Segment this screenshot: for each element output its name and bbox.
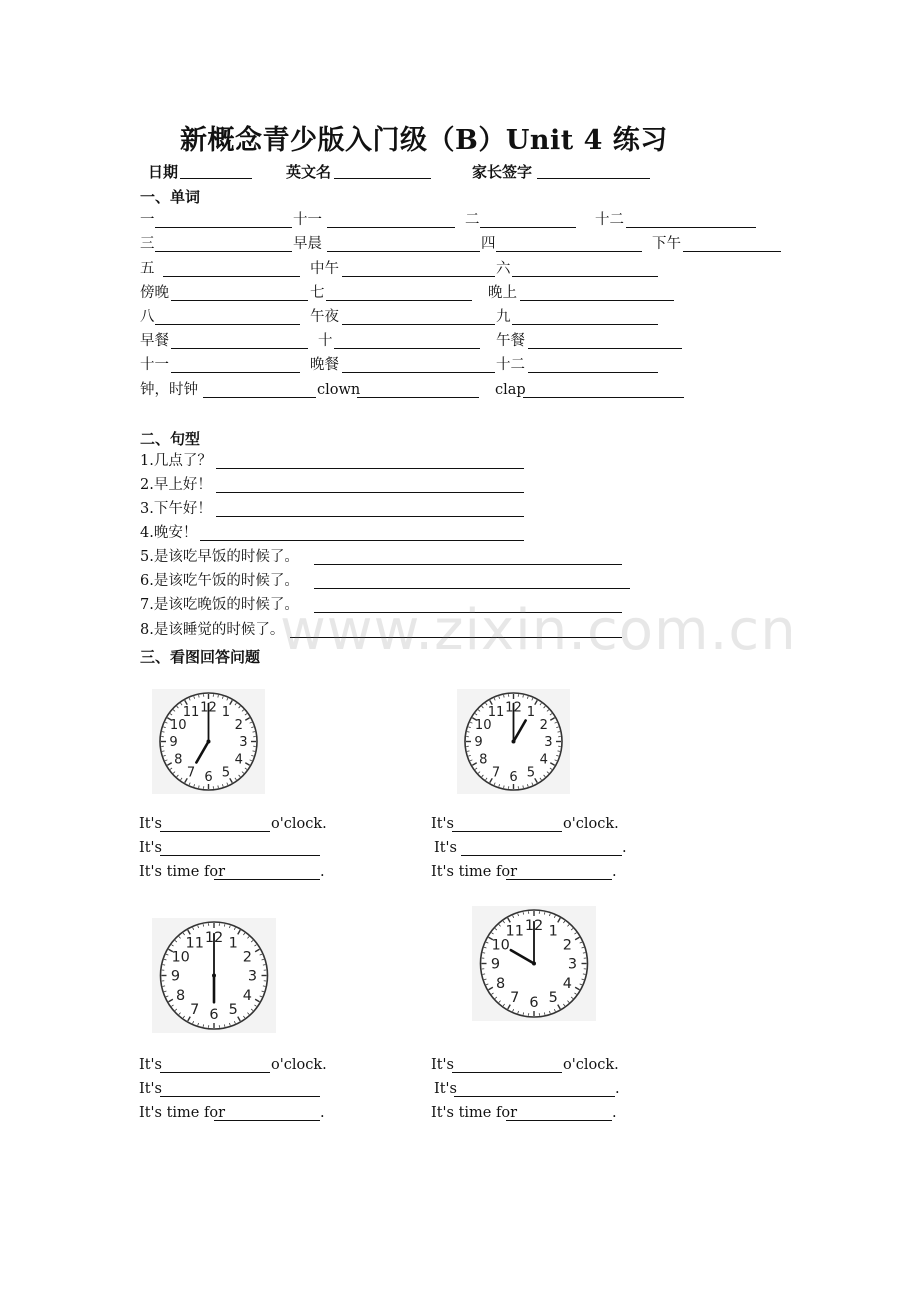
clock-number: 11: [487, 704, 505, 720]
answer-blank[interactable]: [506, 879, 612, 880]
answer-blank[interactable]: [452, 831, 562, 832]
vocab-word: 午夜: [310, 309, 339, 325]
vocab-blank[interactable]: [528, 348, 682, 349]
its-label: It's: [431, 1057, 454, 1073]
vocab-blank[interactable]: [683, 251, 781, 252]
vocab-word: 钟，时钟: [140, 382, 198, 398]
answer-blank[interactable]: [214, 879, 320, 880]
vocab-word: 七: [310, 285, 325, 301]
clock-tick: [523, 1012, 524, 1014]
sentence-prompt: 2.早上好！: [140, 477, 212, 493]
vocab-word: 四: [481, 236, 496, 252]
vocab-blank[interactable]: [342, 324, 495, 325]
clock-number: 9: [169, 735, 178, 751]
its-label: It's: [434, 840, 457, 856]
answer-blank[interactable]: [461, 855, 622, 856]
vocab-blank[interactable]: [512, 324, 658, 325]
sentence-blank[interactable]: [216, 516, 524, 517]
clock-number: 5: [526, 765, 536, 781]
clock-face: [457, 689, 570, 794]
clock-tick: [163, 965, 165, 966]
vocab-word: 十一: [293, 212, 322, 228]
section-picture-heading: 三、看图回答问题: [140, 648, 261, 666]
vocab-word: 八: [140, 309, 155, 325]
clock-number: 3: [239, 735, 248, 751]
clock-number: 11: [185, 935, 204, 952]
clock-tick: [224, 924, 225, 926]
sentence-blank[interactable]: [216, 492, 524, 493]
clock-center: [512, 740, 516, 744]
clock-tick: [544, 912, 545, 914]
clock-image: [472, 906, 596, 1021]
period: .: [622, 840, 627, 856]
answer-blank[interactable]: [160, 831, 270, 832]
clock-number: 7: [190, 1002, 200, 1019]
clock-number: 5: [221, 765, 231, 781]
clock-number: 2: [539, 717, 548, 733]
clock-number: 9: [170, 968, 181, 985]
sentence-prompt: 6.是该吃午饭的时候了。: [140, 573, 299, 589]
clock-tick: [253, 732, 255, 733]
vocab-blank[interactable]: [626, 227, 756, 228]
vocab-blank[interactable]: [327, 251, 480, 252]
vocab-blank[interactable]: [480, 227, 576, 228]
answer-blank[interactable]: [160, 855, 320, 856]
parent-sign-label: 家长签字: [472, 163, 533, 181]
parent-sign-field[interactable]: [537, 178, 650, 179]
clock-tick: [162, 751, 164, 752]
its-label: It's: [139, 840, 162, 856]
clock-number: 8: [479, 752, 488, 768]
clock-number: 9: [474, 735, 483, 751]
clock-number: 8: [174, 752, 183, 768]
oclock-label: o'clock.: [271, 816, 327, 832]
clock-number: 1: [228, 935, 238, 952]
vocab-blank[interactable]: [171, 300, 308, 301]
its-label: It's: [139, 1057, 162, 1073]
clock-number: 4: [234, 752, 243, 768]
clock-tick: [467, 751, 469, 752]
vocab-word: 中午: [310, 261, 339, 277]
clock-number: 2: [234, 717, 243, 733]
vocab-blank[interactable]: [342, 276, 495, 277]
clock-face: [152, 689, 265, 794]
clock-tick: [163, 986, 165, 987]
vocab-word: 十: [318, 333, 333, 349]
vocab-word: 早餐: [140, 333, 169, 349]
clock-number: 1: [221, 704, 231, 720]
clock-tick: [583, 953, 585, 954]
vocab-blank[interactable]: [155, 227, 292, 228]
vocab-blank[interactable]: [512, 276, 658, 277]
clock-number: 5: [548, 990, 558, 1007]
oclock-label: o'clock.: [563, 816, 619, 832]
clock-number: 8: [496, 975, 506, 992]
clock-tick: [523, 786, 524, 788]
time-for-label: It's time for: [139, 1105, 226, 1121]
oclock-label: o'clock.: [271, 1057, 327, 1073]
section-sentence-heading: 二、句型: [140, 430, 201, 448]
vocab-blank[interactable]: [327, 227, 455, 228]
its-label: It's: [431, 816, 454, 832]
vocab-blank[interactable]: [326, 300, 472, 301]
sentence-blank[interactable]: [314, 564, 622, 565]
clock-number: 10: [474, 717, 492, 733]
clock-center: [532, 962, 536, 966]
vocab-word: 午餐: [496, 333, 525, 349]
period: .: [612, 1105, 617, 1121]
clock-image: [152, 918, 276, 1033]
clock-tick: [218, 695, 219, 697]
clock-number: 1: [526, 704, 536, 720]
time-for-label: It's time for: [431, 1105, 518, 1121]
sentence-prompt: 4.晚安！: [140, 525, 198, 541]
clock-tick: [483, 953, 485, 954]
clock-tick: [558, 732, 560, 733]
clock-tick: [558, 751, 560, 752]
vocab-word: 九: [496, 309, 511, 325]
clock-tick: [544, 1012, 545, 1014]
clock-number: 7: [186, 765, 196, 781]
clock-number: 12: [204, 930, 224, 947]
date-label: 日期: [148, 163, 179, 181]
clock-face: [472, 906, 596, 1021]
sentence-blank[interactable]: [314, 588, 630, 589]
clock-number: 3: [544, 735, 553, 751]
period: .: [320, 864, 325, 880]
vocab-blank[interactable]: [334, 348, 480, 349]
clock-tick: [224, 1024, 225, 1026]
vocab-word: 二: [465, 212, 480, 228]
vocab-word: 晚上: [488, 285, 517, 301]
clock-tick: [263, 965, 265, 966]
sentence-prompt: 1.几点了？: [140, 453, 212, 469]
answer-blank[interactable]: [160, 1096, 320, 1097]
vocab-word: 六: [496, 261, 511, 277]
clock-tick: [504, 695, 505, 697]
clock-tick: [263, 986, 265, 987]
english-name-field[interactable]: [334, 178, 431, 179]
clock-number: 12: [524, 918, 544, 935]
answer-blank[interactable]: [214, 1120, 320, 1121]
vocab-blank[interactable]: [523, 397, 684, 398]
vocab-blank[interactable]: [171, 348, 308, 349]
clock-number: 4: [539, 752, 548, 768]
clock-number: 3: [567, 956, 578, 973]
vocab-blank[interactable]: [155, 324, 300, 325]
clock-number: 4: [242, 987, 252, 1004]
page-title: 新概念青少版入门级（B）Unit 4 练习: [180, 125, 668, 156]
clock-tick: [199, 786, 200, 788]
vocab-word: 傍晚: [140, 285, 169, 301]
vocab-blank[interactable]: [163, 276, 300, 277]
sentence-prompt: 5.是该吃早饭的时候了。: [140, 549, 299, 565]
clock-tick: [162, 732, 164, 733]
its-label: It's: [434, 1081, 457, 1097]
clock-number: 2: [242, 949, 252, 966]
its-label: It's: [139, 816, 162, 832]
time-for-label: It's time for: [431, 864, 518, 880]
watermark: www.zixin.com.cn: [280, 598, 797, 663]
clock-number: 6: [209, 1007, 219, 1024]
clock-tick: [583, 974, 585, 975]
clock-number: 11: [182, 704, 200, 720]
vocab-blank[interactable]: [203, 397, 316, 398]
clock-tick: [504, 786, 505, 788]
answer-blank[interactable]: [454, 1096, 615, 1097]
vocab-word: 十二: [595, 212, 624, 228]
clock-number: 10: [171, 949, 190, 966]
clock-tick: [203, 924, 204, 926]
vocab-word: 晚餐: [310, 357, 339, 373]
date-field[interactable]: [180, 178, 252, 179]
clock-number: 7: [491, 765, 501, 781]
clock-number: 9: [490, 956, 501, 973]
answer-blank[interactable]: [506, 1120, 612, 1121]
english-name-label: 英文名: [286, 163, 332, 181]
clock-number: 4: [562, 975, 572, 992]
vocab-blank[interactable]: [155, 251, 292, 252]
sentence-prompt: 7.是该吃晚饭的时候了。: [140, 597, 299, 613]
vocab-word: clown: [317, 382, 361, 398]
clock-number: 7: [510, 990, 520, 1007]
clock-number: 8: [176, 987, 186, 1004]
clock-center: [212, 974, 216, 978]
clock-number: 5: [228, 1002, 238, 1019]
clock-number: 6: [529, 995, 539, 1012]
time-for-label: It's time for: [139, 864, 226, 880]
its-label: It's: [139, 1081, 162, 1097]
clock-number: 12: [200, 700, 217, 716]
vocab-blank[interactable]: [342, 372, 495, 373]
vocab-word: 三: [140, 236, 155, 252]
clock-number: 1: [548, 923, 558, 940]
vocab-blank[interactable]: [528, 372, 658, 373]
clock-number: 2: [562, 937, 572, 954]
vocab-word: clap: [495, 382, 526, 398]
clock-center: [207, 740, 211, 744]
clock-tick: [203, 1024, 204, 1026]
clock-number: 3: [247, 968, 258, 985]
clock-tick: [218, 786, 219, 788]
vocab-blank[interactable]: [171, 372, 300, 373]
vocab-word: 下午: [652, 236, 681, 252]
clock-number: 11: [505, 923, 524, 940]
clock-face: [152, 918, 276, 1033]
clock-tick: [467, 732, 469, 733]
vocab-blank[interactable]: [357, 397, 479, 398]
period: .: [320, 1105, 325, 1121]
sentence-prompt: 8.是该睡觉的时候了。: [140, 622, 285, 638]
period: .: [615, 1081, 620, 1097]
clock-tick: [483, 974, 485, 975]
clock-image: [457, 689, 570, 794]
vocab-word: 早晨: [293, 236, 322, 252]
vocab-blank[interactable]: [496, 251, 642, 252]
vocab-blank[interactable]: [520, 300, 674, 301]
clock-tick: [523, 912, 524, 914]
vocab-word: 一: [140, 212, 155, 228]
sentence-prompt: 3.下午好！: [140, 501, 212, 517]
clock-tick: [523, 695, 524, 697]
sentence-blank[interactable]: [200, 540, 524, 541]
clock-number: 12: [505, 700, 522, 716]
clock-number: 10: [169, 717, 187, 733]
vocab-word: 五: [140, 261, 155, 277]
clock-tick: [253, 751, 255, 752]
answer-blank[interactable]: [160, 1072, 270, 1073]
clock-number: 6: [204, 770, 213, 786]
section-vocab-heading: 一、单词: [140, 188, 201, 206]
clock-image: [152, 689, 265, 794]
clock-number: 6: [509, 770, 518, 786]
answer-blank[interactable]: [452, 1072, 562, 1073]
oclock-label: o'clock.: [563, 1057, 619, 1073]
clock-number: 10: [491, 937, 510, 954]
clock-tick: [199, 695, 200, 697]
vocab-word: 十一: [140, 357, 169, 373]
period: .: [612, 864, 617, 880]
sentence-blank[interactable]: [216, 468, 524, 469]
vocab-word: 十二: [496, 357, 525, 373]
